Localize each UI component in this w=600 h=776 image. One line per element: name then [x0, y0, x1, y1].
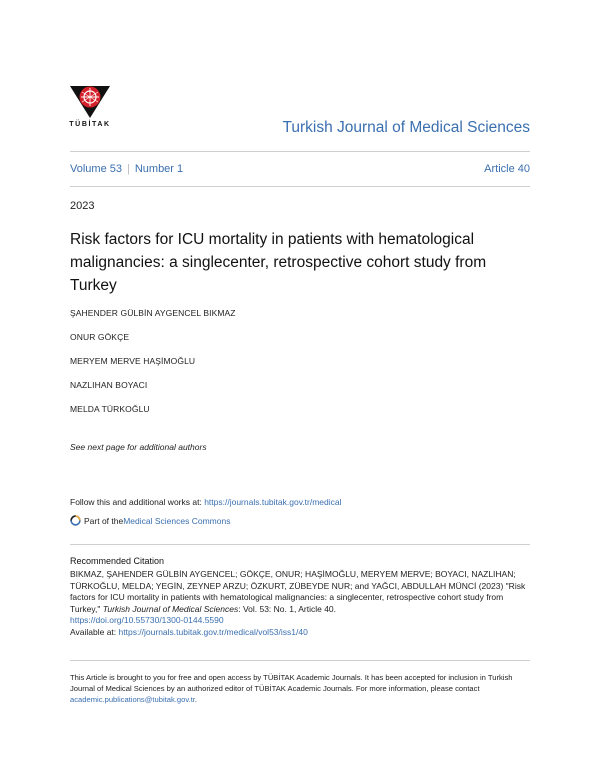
divider: [70, 544, 530, 545]
citation-journal: Turkish Journal of Medical Sciences: [102, 603, 239, 614]
contact-email-link[interactable]: academic.publications@tubitak.gov.tr: [70, 695, 195, 704]
citation-block: [70, 569, 532, 638]
publication-year: 2023: [70, 200, 95, 212]
author-name: NAZLIHAN BOYACI: [70, 380, 148, 390]
footer-end: .: [194, 695, 198, 704]
article-link[interactable]: Article 40: [484, 163, 530, 175]
issue-row: [70, 163, 530, 175]
divider: [70, 660, 530, 661]
footer-text: This Article is brought to you for free and open access by TÜBİTAK Academic Journals. It has been accepted for inclusion in Turkish Journal of Medical Sciences by an authorized editor of TÜBİTAK Academic Journals. For more information, please contact: [70, 673, 513, 693]
footer-notice: [70, 672, 530, 705]
logo-text: TÜBİTAK: [69, 121, 111, 128]
citation-heading: Recommended Citation: [70, 556, 165, 566]
citation-body: BIKMAZ, ŞAHENDER GÜLBİN AYGENCEL; GÖKÇE, ONUR; HAŞİMOĞLU, MERYEM MERVE; BOYACI, NAZLIHAN; TÜRKOĞLU, MELDA; YEGİN, ZEYNEP ARZU; ÖZKURT, ZÜBEYDE NUR; and YAĞCI, ABDULLAH MÜNCİ (2023) "Risk factors for ICU mortality in patients with hematological malignancies: a singlecenter, retrospective cohort study from Turkey,": [70, 569, 526, 614]
divider: [70, 186, 530, 187]
commons-icon: [70, 515, 81, 526]
available-link[interactable]: https://journals.tubitak.gov.tr/medical/vol53/iss1/40: [118, 626, 308, 637]
medical-sciences-commons-link[interactable]: Medical Sciences Commons: [123, 515, 231, 526]
part-of-text: Part of the: [84, 515, 124, 526]
follow-line: [70, 497, 342, 507]
journal-title[interactable]: Turkish Journal of Medical Sciences: [282, 119, 530, 136]
author-name: MERYEM MERVE HAŞİMOĞLU: [70, 356, 196, 366]
part-of-line: [70, 515, 230, 526]
tubitak-logo: [68, 80, 112, 128]
divider: [70, 151, 530, 152]
tubitak-emblem-icon: [68, 80, 112, 120]
separator: |: [126, 163, 130, 175]
additional-authors-note: See next page for additional authors: [70, 442, 207, 452]
article-title: Risk factors for ICU mortality in patients with hematological malignancies: a singlecenter, retrospective cohort study from Turkey: [70, 231, 487, 294]
volume-link[interactable]: Volume 53: [70, 163, 122, 175]
author-name: ŞAHENDER GÜLBİN AYGENCEL BIKMAZ: [70, 308, 236, 318]
follow-text: Follow this and additional works at:: [70, 497, 205, 507]
doi-link[interactable]: https://doi.org/10.55730/1300-0144.5590: [70, 615, 224, 625]
citation-tail: : Vol. 53: No. 1, Article 40.: [238, 603, 337, 614]
author-name: MELDA TÜRKOĞLU: [70, 404, 150, 414]
author-name: ONUR GÖKÇE: [70, 332, 130, 342]
number-link[interactable]: Number 1: [134, 163, 184, 175]
collection-link[interactable]: https://journals.tubitak.gov.tr/medical: [204, 497, 342, 507]
available-label: Available at:: [70, 626, 119, 637]
